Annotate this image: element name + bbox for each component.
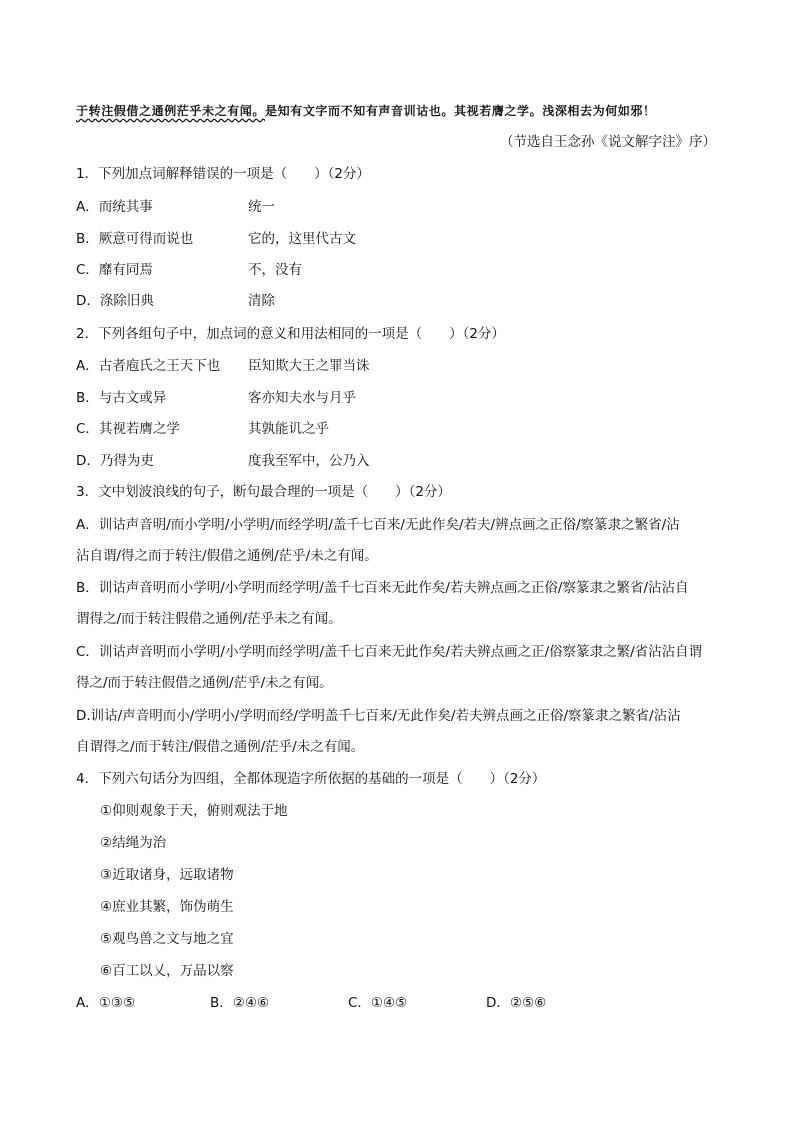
q1-option-d-gloss: 清除 bbox=[248, 293, 275, 309]
q4-choice-a[interactable]: A．①③⑤ bbox=[76, 995, 136, 1011]
q2-option-a-gloss: 臣知欺大王之罪当诛 bbox=[248, 358, 370, 374]
q2-option-d-text: D．乃得为吏 bbox=[76, 453, 154, 469]
q1-option-d-text: D．涤除旧典 bbox=[76, 293, 154, 309]
q1-option-a[interactable] bbox=[76, 198, 153, 216]
passage-tail bbox=[76, 102, 656, 120]
q1-option-d[interactable] bbox=[76, 292, 154, 310]
q1-option-c-gloss: 不，没有 bbox=[248, 262, 302, 278]
q3-stem: 3．文中划波浪线的句子，断句最合理的一项是（ ）（2分） bbox=[76, 484, 451, 500]
passage-text: 是知有文字而不知有声音训诂也。其视若膺之学。浅深相去为何如邪！ bbox=[265, 104, 656, 118]
q4-item-5: ⑤观鸟兽之文与地之宜 bbox=[100, 931, 234, 947]
q2-stem: 2．下列各组句子中，加点词的意义和用法相同的一项是（ ）（2分） bbox=[76, 326, 505, 342]
q1-option-b[interactable] bbox=[76, 230, 193, 248]
q2-option-c[interactable] bbox=[76, 420, 180, 438]
q2-option-b-text: B．与古文或异 bbox=[76, 390, 167, 406]
q1-option-b-gloss: 它的，这里代古文 bbox=[248, 231, 356, 247]
q1-option-c[interactable] bbox=[76, 261, 153, 279]
q3-option-b-line2: 谓得之/而于转注假借之通例/茫乎未之有闻。 bbox=[76, 611, 342, 627]
q4-choice-d[interactable]: D．②⑤⑥ bbox=[486, 995, 547, 1011]
q3-option-a-line1[interactable]: A．训诂声音明/而小学明/小学明/而经学明/盖千七百来/无此作矣/若夫/辨点画之正俗/察篆隶之繁省/沾 bbox=[76, 517, 680, 533]
q3-option-a-line2: 沾自谓/得之而于转注/假借之通例/茫乎/未之有闻。 bbox=[76, 548, 378, 564]
q2-option-b-gloss: 客亦知夫水与月乎 bbox=[248, 390, 356, 406]
q2-option-a-text: A．古者庖氏之王天下也 bbox=[76, 358, 221, 374]
q4-item-2: ②结绳为治 bbox=[100, 835, 167, 851]
q2-option-d[interactable] bbox=[76, 452, 154, 470]
q2-option-a[interactable] bbox=[76, 357, 220, 375]
passage-source: （节选自王念孙《说文解字注》序） bbox=[500, 134, 716, 150]
q3-option-c-line1[interactable]: C．训诂声音明而小学明/小学明而经学明/盖千七百来无此作矣/若夫辨点画之正/俗察篆隶之繁/省沾沾自谓 bbox=[76, 644, 703, 660]
q1-option-c-text: C．靡有同焉 bbox=[76, 262, 153, 278]
q1-stem: 1．下列加点词解释错误的一项是（ ）（2分） bbox=[76, 166, 370, 182]
q4-choice-b[interactable]: B．②④⑥ bbox=[210, 995, 270, 1011]
q2-option-d-gloss: 度我至军中，公乃入 bbox=[248, 453, 370, 469]
q4-choice-c[interactable]: C．①④⑤ bbox=[348, 995, 408, 1011]
q4-item-4: ④庶业其繁，饰伪萌生 bbox=[100, 899, 234, 915]
q3-option-d-line1[interactable]: D.训诂/声音明而小/学明小/学明而经/学明盖千七百来/无此作矣/若夫辨点画之正俗/察篆隶之繁省/沾沾 bbox=[76, 708, 681, 724]
q3-option-b-line1[interactable]: B．训诂声音明而小学明/小学明而经学明/盖千七百来无此作矣/若夫辨点画之正俗/察篆隶之繁省/沾沾自 bbox=[76, 580, 689, 596]
wavy-underlined-text: 于转注假借之通例茫乎未之有闻。 bbox=[76, 104, 266, 118]
q4-item-3: ③近取诸身，远取诸物 bbox=[100, 867, 234, 883]
q3-option-d-line2: 自谓得之/而于转注/假借之通例/茫乎/未之有闻。 bbox=[76, 739, 365, 755]
q4-item-1: ①仰则观象于天，俯则观法于地 bbox=[100, 803, 288, 819]
q4-item-6: ⑥百工以乂，万品以察 bbox=[100, 963, 234, 979]
q2-option-b[interactable] bbox=[76, 389, 166, 407]
q4-stem: 4．下列六句话分为四组，全都体现造字所依据的基础的一项是（ ）（2分） bbox=[76, 771, 546, 787]
q2-option-c-gloss: 其孰能讥之乎 bbox=[248, 421, 329, 437]
q1-option-b-text: B．厥意可得而说也 bbox=[76, 231, 194, 247]
q2-option-c-text: C．其视若膺之学 bbox=[76, 421, 180, 437]
q3-option-c-line2: 得之/而于转注假借之通例/茫乎/未之有闻。 bbox=[76, 675, 333, 691]
q1-option-a-text: A．而统其事 bbox=[76, 199, 153, 215]
q1-option-a-gloss: 统一 bbox=[248, 199, 275, 215]
